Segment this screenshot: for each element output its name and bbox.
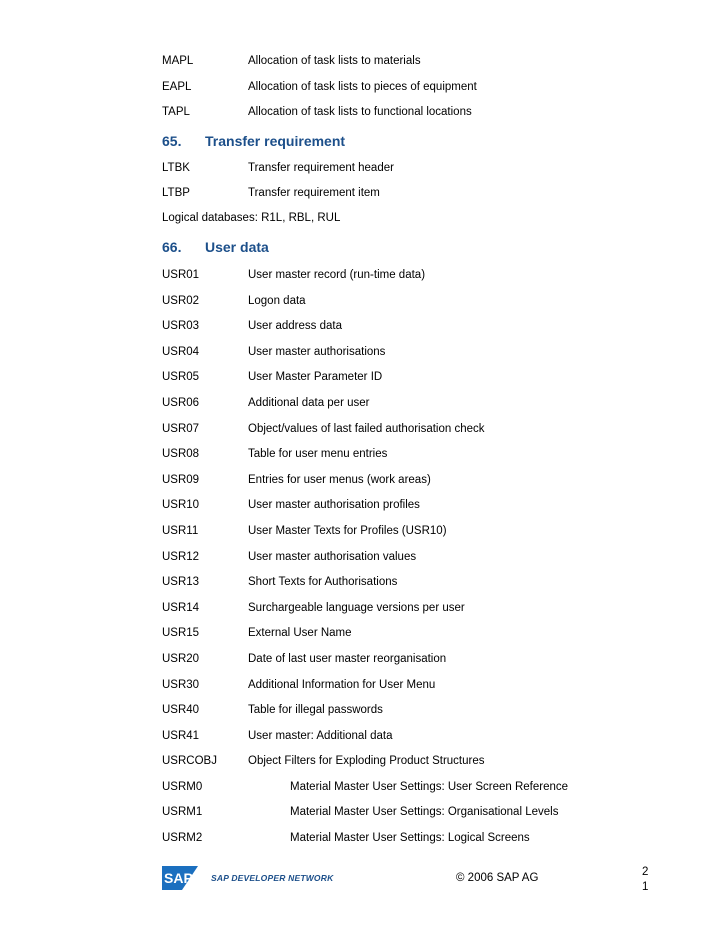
sap-logo bbox=[162, 866, 198, 890]
table-description: Surchargeable language versions per user bbox=[248, 602, 465, 614]
table-code: USR14 bbox=[162, 602, 200, 614]
table-code: USRM0 bbox=[162, 781, 203, 793]
table-description: Additional data per user bbox=[248, 397, 370, 409]
logical-databases-note: Logical databases: R1L, RBL, RUL bbox=[162, 212, 341, 224]
table-code: EAPL bbox=[162, 81, 192, 93]
table-description: Entries for user menus (work areas) bbox=[248, 474, 431, 486]
table-code: MAPL bbox=[162, 55, 194, 67]
table-code: USR20 bbox=[162, 653, 200, 665]
table-description: User master authorisations bbox=[248, 346, 386, 358]
table-code: USR07 bbox=[162, 423, 200, 435]
table-description: Table for user menu entries bbox=[248, 448, 388, 460]
table-description: Material Master User Settings: User Screen Reference bbox=[290, 781, 569, 793]
table-description: Allocation of task lists to functional locations bbox=[248, 106, 472, 118]
table-description: Object/values of last failed authorisation check bbox=[248, 423, 485, 435]
table-description: Allocation of task lists to materials bbox=[248, 55, 421, 67]
table-description: User Master Texts for Profiles (USR10) bbox=[248, 525, 447, 537]
table-description: Short Texts for Authorisations bbox=[248, 576, 398, 588]
table-code: LTBP bbox=[162, 187, 190, 199]
section-title: User data bbox=[205, 239, 269, 255]
table-code: USR01 bbox=[162, 269, 200, 281]
table-code: USR06 bbox=[162, 397, 200, 409]
table-description: Object Filters for Exploding Product Structures bbox=[248, 755, 485, 767]
table-description: Logon data bbox=[248, 295, 306, 307]
table-description: Material Master User Settings: Logical Screens bbox=[290, 832, 530, 844]
table-description: External User Name bbox=[248, 627, 352, 639]
section-number: 66. bbox=[162, 239, 182, 255]
table-description: User master record (run-time data) bbox=[248, 269, 426, 281]
table-code: USR12 bbox=[162, 551, 200, 563]
table-description: Material Master User Settings: Organisational Levels bbox=[290, 806, 559, 818]
table-code: TAPL bbox=[162, 106, 190, 118]
sap-logo-text: SAP bbox=[164, 870, 193, 886]
table-description: Transfer requirement header bbox=[248, 162, 394, 174]
table-code: USR08 bbox=[162, 448, 200, 460]
table-code: USR04 bbox=[162, 346, 200, 358]
table-description: User master authorisation values bbox=[248, 551, 417, 563]
table-code: USRM2 bbox=[162, 832, 203, 844]
table-description: Date of last user master reorganisation bbox=[248, 653, 447, 665]
table-code: USR40 bbox=[162, 704, 200, 716]
table-code: USR03 bbox=[162, 320, 200, 332]
table-code: USR41 bbox=[162, 730, 200, 742]
page-number-line-1: 2 bbox=[642, 866, 649, 878]
table-code: LTBK bbox=[162, 162, 190, 174]
table-description: User Master Parameter ID bbox=[248, 371, 383, 383]
table-description: User master authorisation profiles bbox=[248, 499, 420, 511]
section-number: 65. bbox=[162, 133, 182, 149]
table-code: USR15 bbox=[162, 627, 200, 639]
table-description: User address data bbox=[248, 320, 342, 332]
page-number bbox=[642, 865, 654, 895]
page-number-line-2: 1 bbox=[642, 881, 649, 893]
table-code: USR09 bbox=[162, 474, 200, 486]
table-description: Transfer requirement item bbox=[248, 187, 380, 199]
copyright-text: © 2006 SAP AG bbox=[456, 872, 539, 884]
table-code: USRCOBJ bbox=[162, 755, 217, 767]
table-description: Table for illegal passwords bbox=[248, 704, 383, 716]
developer-network-logo-text: SAP DEVELOPER NETWORK bbox=[211, 873, 334, 883]
table-description: User master: Additional data bbox=[248, 730, 393, 742]
table-code: USR13 bbox=[162, 576, 200, 588]
table-code: USR11 bbox=[162, 525, 199, 537]
table-code: USR30 bbox=[162, 679, 200, 691]
section-title: Transfer requirement bbox=[205, 133, 346, 149]
table-description: Additional Information for User Menu bbox=[248, 679, 436, 691]
table-description: Allocation of task lists to pieces of equipment bbox=[248, 81, 477, 93]
table-code: USR02 bbox=[162, 295, 200, 307]
table-code: USR05 bbox=[162, 371, 200, 383]
table-code: USR10 bbox=[162, 499, 200, 511]
table-code: USRM1 bbox=[162, 806, 203, 818]
